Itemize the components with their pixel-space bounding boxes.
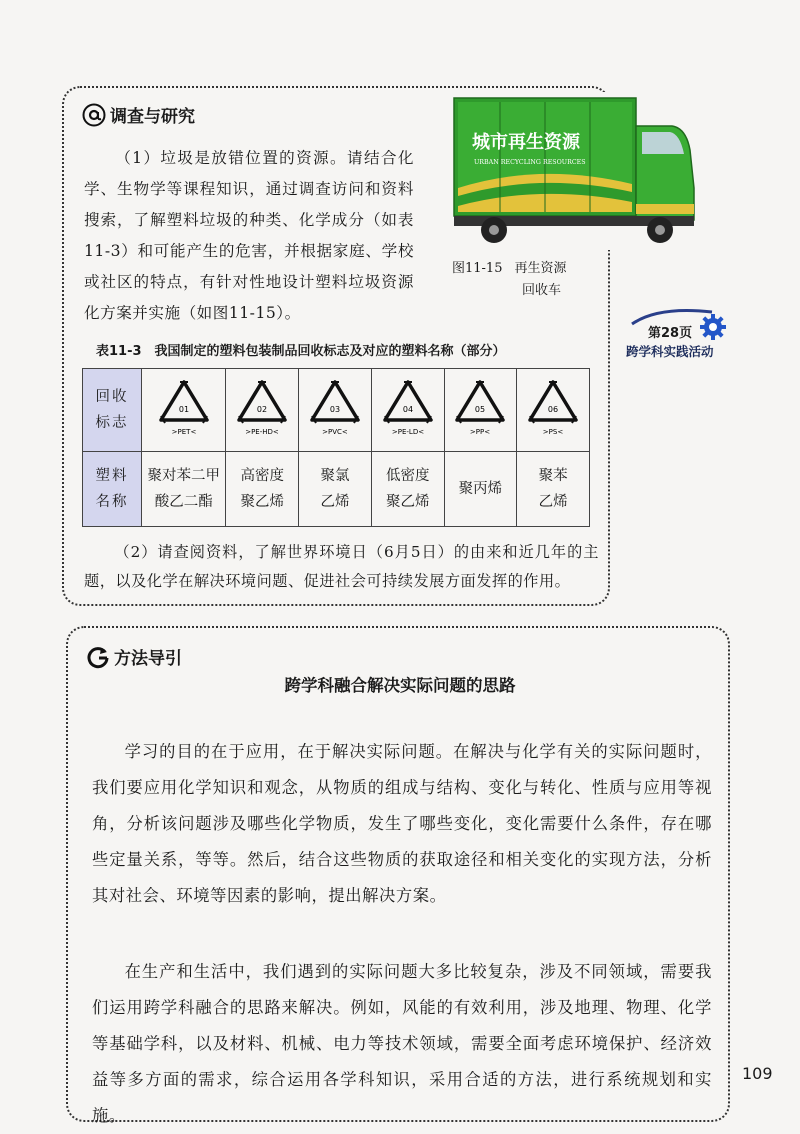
truck-text-cn: 城市再生资源 [472,132,580,153]
plastic-name-a: 低密度 [385,468,430,484]
figure-caption-line2: 回收车 [522,283,562,298]
symbol-number: 03 [329,405,341,414]
method-heading [86,644,182,669]
plastic-name-a: 聚氯 [320,468,350,484]
plastic-name-cell [226,452,299,527]
symbol-number: 05 [475,405,486,414]
plastic-name-b: 酸乙二酯 [154,494,213,510]
survey-paragraph-1: （1）垃圾是放错位置的资源。请结合化学、生物学等课程知识，通过调查访问和资料搜索，了解塑料垃圾的种类、化学成分（如表11-3）和可能产生的危害，并根据家庭、学校或社区的特点，有针对性地设计塑料垃圾资源化方案并实施（如图11-15）。 [84,149,414,322]
recycle-triangle-icon [231,376,293,440]
truck-text-en: URBAN RECYCLING RESOURCES [474,159,586,166]
method-heading-text: 方法导引 [114,649,182,669]
recycle-triangle-icon [522,376,584,440]
symbol-number: 06 [548,405,559,414]
method-title: 跨学科融合解决实际问题的思路 [284,676,516,695]
row-header-names [83,452,142,527]
survey-heading [82,102,195,127]
plastic-name-cell [444,452,517,527]
symbol-code: >PVC< [322,428,348,436]
plastic-name-a: 聚丙烯 [458,481,503,497]
page-reference: 第28页 [648,326,693,341]
plastic-name-a: 聚苯 [538,468,568,484]
symbol-cell [299,369,372,452]
plastic-name-b: 聚乙烯 [385,494,430,510]
plastic-name-b: 乙烯 [538,494,568,510]
activity-label: 跨学科实践活动 [626,344,714,359]
symbol-code: >PS< [542,428,564,436]
plastic-name-cell [371,452,444,527]
plastic-name-b: 乙烯 [320,494,350,510]
symbol-cell [226,369,299,452]
symbol-cell [517,369,590,452]
symbol-code: >PET< [171,428,197,436]
plastic-name-a: 高密度 [240,468,285,484]
plastic-name-cell [142,452,226,527]
recycle-triangle-icon [153,376,215,440]
method-paragraph-2: 在生产和生活中，我们遇到的实际问题大多比较复杂，涉及不同领域，需要我们运用跨学科融合的思路来解决。例如，风能的有效利用，涉及地理、物理、化学等基础学科，以及材料、机械、电力等技术领域，需要全面考虑环境保护、经济效益等多方面的需求，综合运用各学科知识，采用合适的方法，进行系统规划和实施。 [92,962,712,1125]
symbol-code: >PE-LD< [391,428,424,436]
arrow-circle-icon [86,645,110,669]
survey-paragraph-2: （2）请查阅资料，了解世界环境日（6月5日）的由来和近几年的主题，以及化学在解决环境问题、促进社会可持续发展方面发挥的作用。 [84,543,599,590]
row-header-names-a: 塑料 [95,468,129,484]
at-sign-icon [82,103,106,127]
symbol-cell [444,369,517,452]
symbol-number: 02 [257,405,268,414]
survey-heading-text: 调查与研究 [110,107,195,127]
plastic-name-cell [517,452,590,527]
symbol-number: 01 [178,405,189,414]
side-note [622,306,740,366]
table-row-names [83,452,590,527]
page-number: 109 [742,1064,773,1083]
symbol-cell [371,369,444,452]
figure-caption-line1: 再生资源 [514,261,567,276]
row-header-names-b: 名称 [95,494,129,510]
plastic-name-a: 聚对苯二甲 [147,468,220,484]
plastic-name-cell [299,452,372,527]
table-title: 表11-3 我国制定的塑料包装制品回收标志及对应的塑料名称（部分） [96,344,506,359]
row-header-symbols-b: 标志 [95,415,129,431]
symbol-number: 04 [402,405,413,414]
recycling-truck-image [450,92,700,250]
symbol-code: >PE-HD< [245,428,280,436]
method-paragraph-1: 学习的目的在于应用，在于解决实际问题。在解决与化学有关的实际问题时，我们要应用化学知识和观念，从物质的组成与结构、变化与转化、性质与应用等视角，分析该问题涉及哪些化学物质，发生了哪些变化，变化需要什么条件，存在哪些定量关系，等等。然后，结合这些物质的获取途径和相关变化的实现方法，分析其对社会、环境等因素的影响，提出解决方案。 [92,742,712,905]
recycling-table [82,368,590,527]
gear-icon [700,314,726,340]
plastic-name-b: 聚乙烯 [240,494,285,510]
row-header-symbols [83,369,142,452]
figure-number: 图11-15 [452,261,503,276]
symbol-code: >PP< [470,428,491,436]
row-header-symbols-a: 回收 [95,389,129,405]
recycle-triangle-icon [377,376,439,440]
table-row-symbols [83,369,590,452]
recycle-triangle-icon [449,376,511,440]
recycle-triangle-icon [304,376,366,440]
figure-caption [452,258,602,302]
symbol-cell [142,369,226,452]
